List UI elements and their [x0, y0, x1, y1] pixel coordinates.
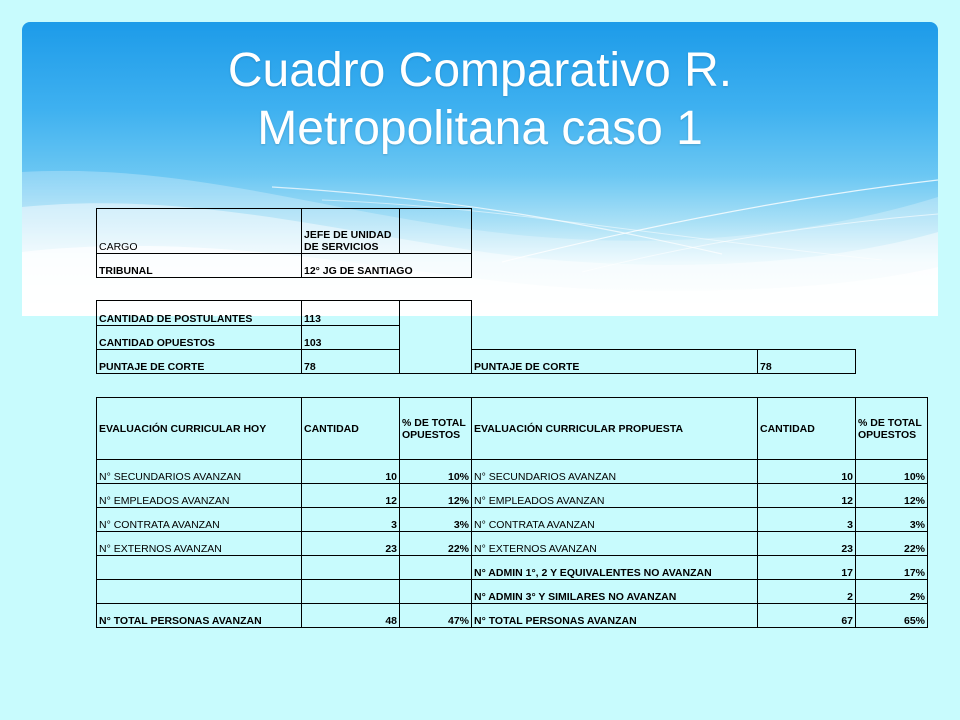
row-prop-cantidad: 2 [758, 580, 856, 604]
row-hoy-cantidad: 48 [302, 604, 400, 628]
row-prop-label: N° TOTAL PERSONAS AVANZAN [472, 604, 758, 628]
row-hoy-pct: 10% [400, 460, 472, 484]
row-hoy-cantidad [302, 556, 400, 580]
empty-cell [400, 350, 472, 374]
table-row-total [97, 604, 928, 628]
table-row [97, 556, 928, 580]
corte-label: PUNTAJE DE CORTE [97, 350, 302, 374]
empty-cell [400, 326, 472, 350]
row-hoy-pct [400, 556, 472, 580]
row-hoy-cantidad: 23 [302, 532, 400, 556]
tribunal-label: TRIBUNAL [97, 254, 302, 278]
row-prop-pct: 12% [856, 484, 928, 508]
table-row [97, 460, 928, 484]
row-prop-pct: 65% [856, 604, 928, 628]
header-pct: % DE TOTAL OPUESTOS [400, 398, 472, 460]
slide-title-line-2: Metropolitana caso 1 [257, 102, 703, 155]
header-propuesta: EVALUACIÓN CURRICULAR PROPUESTA [472, 398, 758, 460]
empty-cell [400, 301, 472, 326]
row-prop-cantidad: 10 [758, 460, 856, 484]
row-prop-pct: 2% [856, 580, 928, 604]
corte-label-propuesta: PUNTAJE DE CORTE [472, 350, 758, 374]
cargo-value: JEFE DE UNIDAD DE SERVICIOS [302, 209, 400, 254]
row-hoy-label [97, 556, 302, 580]
row-prop-cantidad: 3 [758, 508, 856, 532]
row-prop-label: N° ADMIN 3° Y SIMILARES NO AVANZAN [472, 580, 758, 604]
postulantes-label: CANTIDAD DE POSTULANTES [97, 301, 302, 326]
row-prop-pct: 3% [856, 508, 928, 532]
table-row [97, 484, 928, 508]
row-prop-label: N° SECUNDARIOS AVANZAN [472, 460, 758, 484]
table-row [97, 580, 928, 604]
row-hoy-cantidad: 3 [302, 508, 400, 532]
counts-table [96, 300, 856, 374]
header-pct-propuesta: % DE TOTAL OPUESTOS [856, 398, 928, 460]
row-hoy-label: N° SECUNDARIOS AVANZAN [97, 460, 302, 484]
table-row [97, 508, 928, 532]
row-hoy-label: N° EXTERNOS AVANZAN [97, 532, 302, 556]
corte-value: 78 [302, 350, 400, 374]
row-prop-pct: 10% [856, 460, 928, 484]
table-row [97, 532, 928, 556]
opuestos-label: CANTIDAD OPUESTOS [97, 326, 302, 350]
corte-value-propuesta: 78 [758, 350, 856, 374]
row-hoy-label: N° CONTRATA AVANZAN [97, 508, 302, 532]
row-prop-label: N° CONTRATA AVANZAN [472, 508, 758, 532]
empty-cell [400, 209, 472, 254]
slide-title [22, 42, 938, 158]
row-hoy-cantidad: 12 [302, 484, 400, 508]
row-prop-cantidad: 12 [758, 484, 856, 508]
slide-title-line-1: Cuadro Comparativo R. [227, 44, 733, 97]
header-cantidad: CANTIDAD [302, 398, 400, 460]
postulantes-value: 113 [302, 301, 400, 326]
row-hoy-cantidad: 10 [302, 460, 400, 484]
row-hoy-pct: 47% [400, 604, 472, 628]
header-cantidad-propuesta: CANTIDAD [758, 398, 856, 460]
row-hoy-label: N° EMPLEADOS AVANZAN [97, 484, 302, 508]
row-hoy-label [97, 580, 302, 604]
row-prop-cantidad: 23 [758, 532, 856, 556]
row-prop-pct: 22% [856, 532, 928, 556]
row-hoy-label: N° TOTAL PERSONAS AVANZAN [97, 604, 302, 628]
tribunal-value: 12° JG DE SANTIAGO [302, 254, 472, 278]
info-table [96, 208, 472, 278]
row-hoy-cantidad [302, 580, 400, 604]
row-prop-label: N° ADMIN 1°, 2 Y EQUIVALENTES NO AVANZAN [472, 556, 758, 580]
row-prop-label: N° EMPLEADOS AVANZAN [472, 484, 758, 508]
comparison-table [96, 397, 928, 628]
row-hoy-pct: 12% [400, 484, 472, 508]
cargo-label: CARGO [97, 209, 302, 254]
row-prop-cantidad: 17 [758, 556, 856, 580]
row-prop-pct: 17% [856, 556, 928, 580]
row-prop-label: N° EXTERNOS AVANZAN [472, 532, 758, 556]
header-hoy: EVALUACIÓN CURRICULAR HOY [97, 398, 302, 460]
row-prop-cantidad: 67 [758, 604, 856, 628]
row-hoy-pct: 22% [400, 532, 472, 556]
row-hoy-pct [400, 580, 472, 604]
comparison-header-row [97, 398, 928, 460]
row-hoy-pct: 3% [400, 508, 472, 532]
opuestos-value: 103 [302, 326, 400, 350]
